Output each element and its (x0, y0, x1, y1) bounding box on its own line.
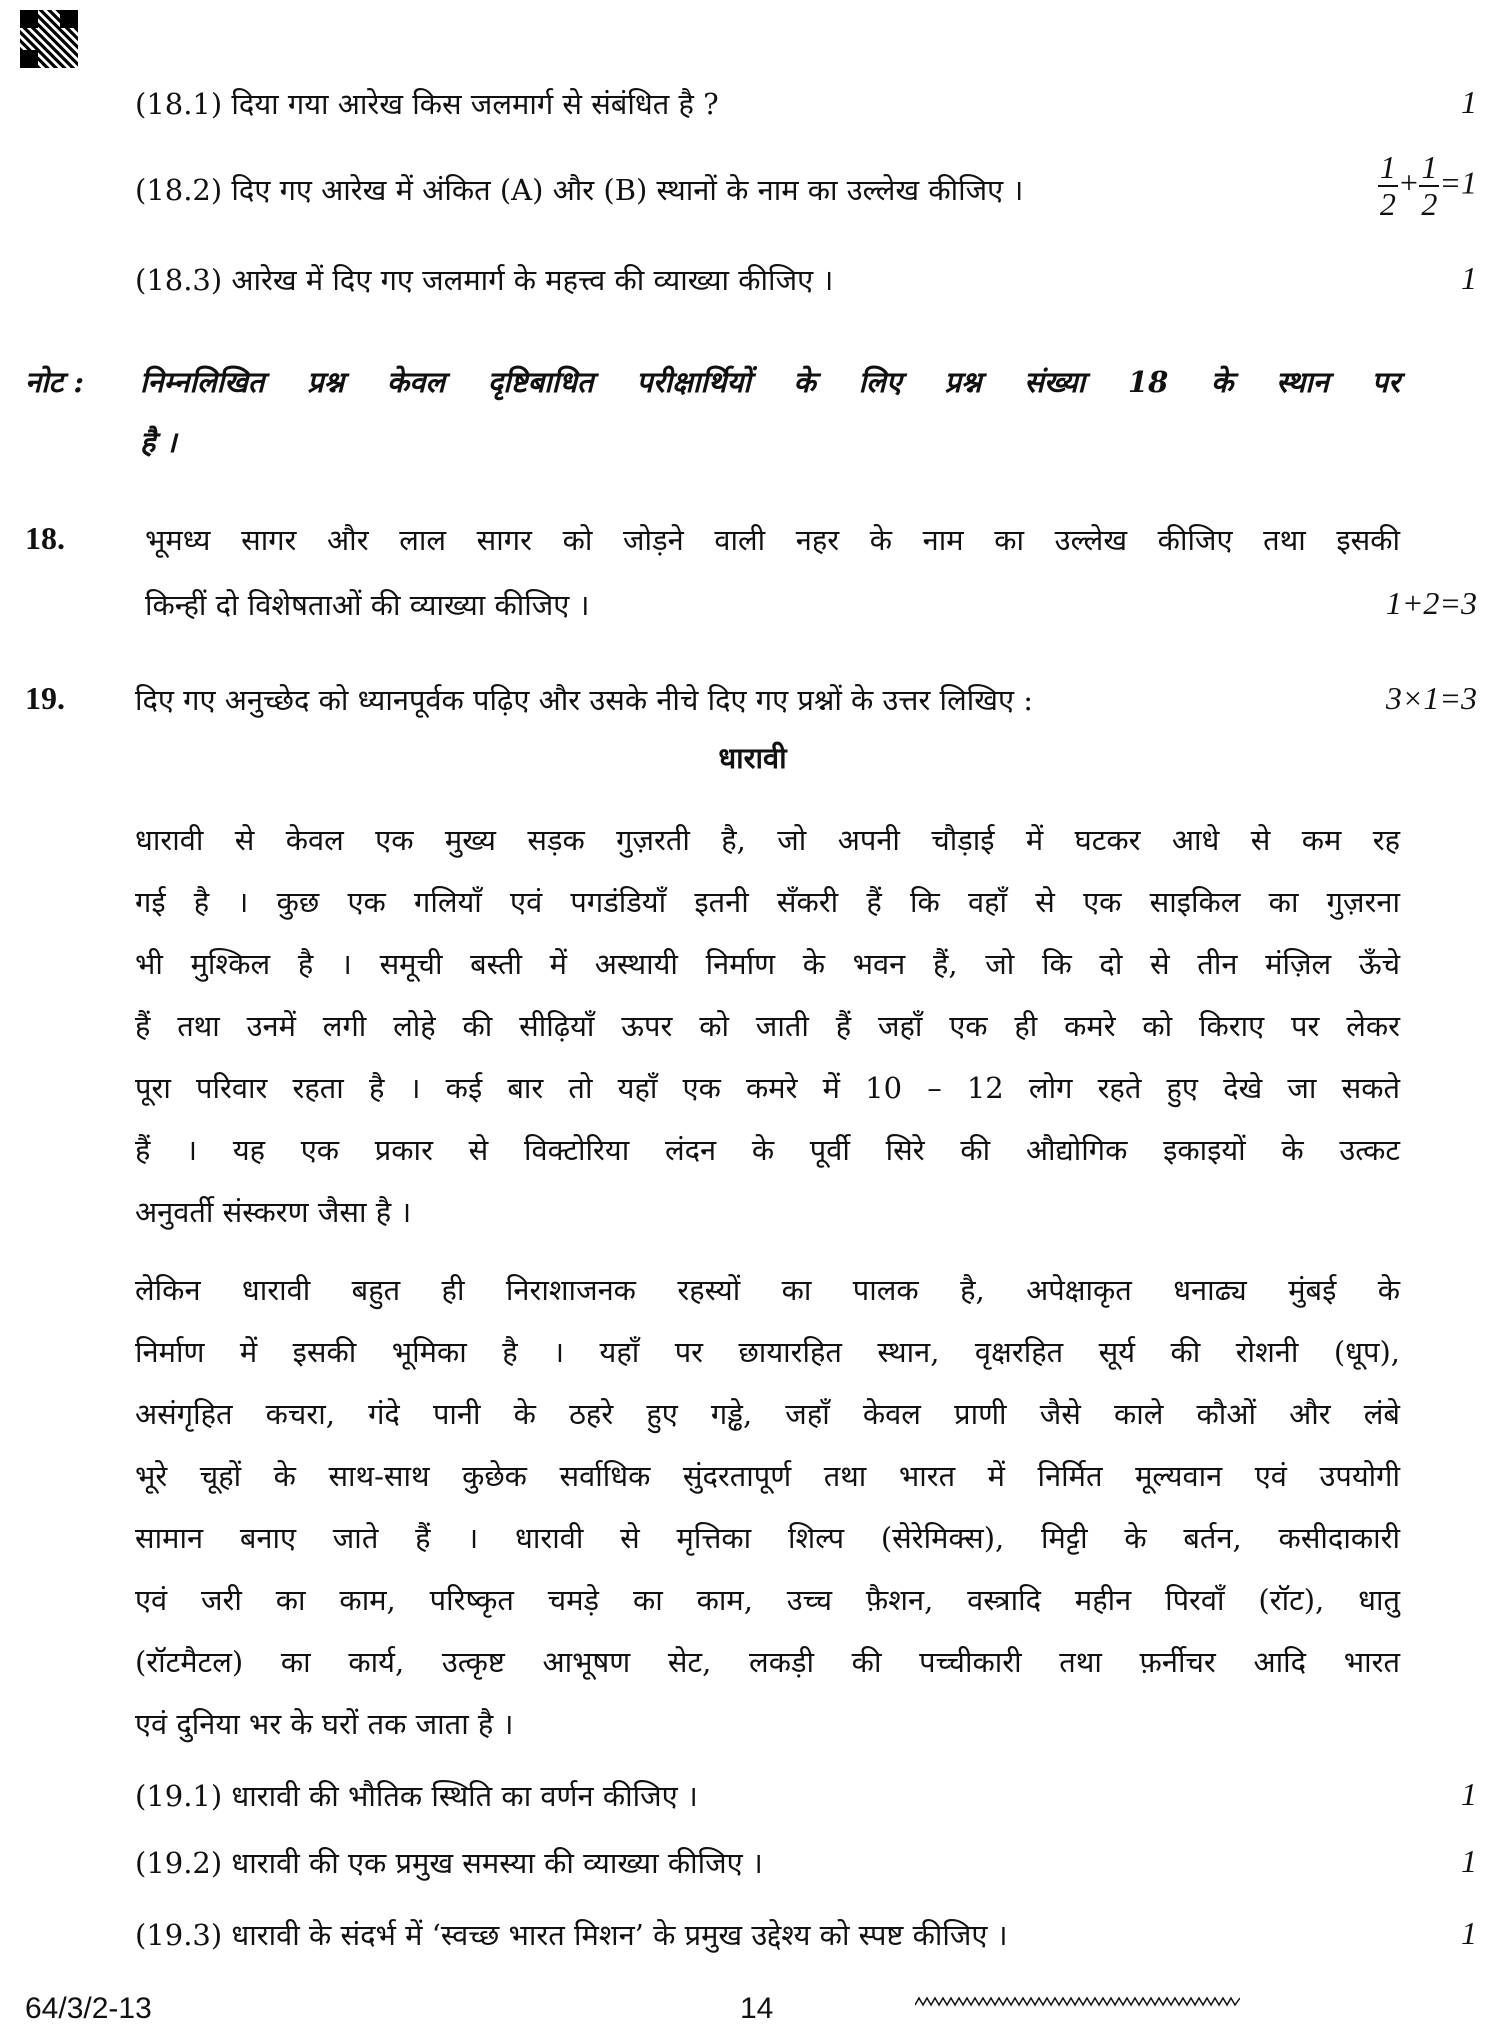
passage-line: धारावी से केवल एक मुख्य सड़क गुज़रती है, जो अपनी चौड़ाई में घटकर आधे से कम रह (135, 823, 1400, 857)
question-19-3: (19.3) धारावी के संदर्भ में ‘स्वच्छ भारत मिशन’ के प्रमुख उद्देश्य को स्पष्ट कीजिए । (135, 1918, 1008, 1952)
passage-line: पूरा परिवार रहता है । कई बार तो यहाँ एक कमरे में 10 – 12 लोग रहते हुए देखे जा सकते (135, 1071, 1400, 1105)
squiggle-line-decoration (915, 1995, 1240, 2009)
note-text: है । (140, 425, 177, 459)
passage-line: भी मुश्किल है । समूची बस्ती में अस्थायी निर्माण के भवन हैं, जो कि दो से तीन मंज़िल ऊँचे (135, 947, 1400, 981)
question-18-3: (18.3) आरेख में दिए गए जलमार्ग के महत्त्व की व्याख्या कीजिए । (135, 263, 834, 297)
marks-19-1: 1 (1461, 1776, 1477, 1812)
question-19-instruction: दिए गए अनुच्छेद को ध्यानपूर्वक पढ़िए और उसके नीचे दिए गए प्रश्नों के उत्तर लिखिए : (135, 683, 1033, 717)
passage-line: सामान बनाए जाते हैं । धारावी से मृत्तिका शिल्प (सेरेमिक्स), मिट्टी के बर्तन, कसीदाकारी (135, 1521, 1400, 1555)
question-19-2: (19.2) धारावी की एक प्रमुख समस्या की व्याख्या कीजिए । (135, 1846, 763, 1880)
passage-line: एवं दुनिया भर के घरों तक जाता है । (135, 1707, 514, 1741)
question-19-1: (19.1) धारावी की भौतिक स्थिति का वर्णन कीजिए । (135, 1779, 698, 1813)
passage-line: गई है । कुछ एक गलियाँ एवं पगडंडियाँ इतनी सँकरी हैं कि वहाँ से एक साइकिल का गुज़रना (135, 885, 1400, 919)
marks-19-3: 1 (1461, 1915, 1477, 1951)
qr-code (20, 10, 78, 68)
question-18-2: (18.2) दिए गए आरेख में अंकित (A) और (B) स्थानों के नाम का उल्लेख कीजिए । (135, 173, 1024, 207)
passage-line: निर्माण में इसकी भूमिका है । यहाँ पर छायारहित स्थान, वृक्षरहित सूर्य की रोशनी (धूप), (135, 1335, 1400, 1369)
note-label: नोट : (25, 365, 85, 399)
passage-line: हैं । यह एक प्रकार से विक्टोरिया लंदन के पूर्वी सिरे की औद्योगिक इकाइयों के उत्कट (135, 1133, 1400, 1167)
passage-line: भूरे चूहों के साथ-साथ कुछेक सर्वाधिक सुंदरतापूर्ण तथा भारत में निर्मित मूल्यवान एवं उपयोगी (135, 1459, 1400, 1493)
marks-19: 3×1=3 (1385, 680, 1477, 716)
note-text: निम्नलिखित प्रश्न केवल दृष्टिबाधित परीक्षार्थियों के लिए प्रश्न संख्या 18 के स्थान पर (140, 365, 1400, 399)
marks-18-2: $\frac{1}{2}$ + $\frac{1}{2}$ =1 (1379, 149, 1477, 223)
question-18-alt-text: किन्हीं दो विशेषताओं की व्याख्या कीजिए । (145, 588, 590, 622)
question-number-19: 19. (25, 680, 65, 716)
question-number-18: 18. (25, 520, 65, 556)
marks-19-2: 1 (1461, 1843, 1477, 1879)
question-18-alt-text: भूमध्य सागर और लाल सागर को जोड़ने वाली नहर के नाम का उल्लेख कीजिए तथा इसकी (145, 523, 1400, 557)
passage-line: एवं जरी का काम, परिष्कृत चमड़े का काम, उच्च फ़ैशन, वस्त्रादि महीन पिरवाँ (रॉट), धातु (135, 1583, 1400, 1617)
passage-line: हैं तथा उनमें लगी लोहे की सीढ़ियाँ ऊपर को जाती हैं जहाँ एक ही कमरे को किराए पर लेकर (135, 1009, 1400, 1043)
passage-line: (रॉटमैटल) का कार्य, उत्कृष्ट आभूषण सेट, लकड़ी की पच्चीकारी तथा फ़र्नीचर आदि भारत (135, 1645, 1400, 1679)
passage-line: अनुवर्ती संस्करण जैसा है । (135, 1195, 412, 1229)
fraction-half: $\frac{1}{2}$ (1421, 149, 1438, 223)
passage-line: लेकिन धारावी बहुत ही निराशाजनक रहस्यों का पालक है, अपेक्षाकृत धनाढ्य मुंबई के (135, 1273, 1400, 1307)
question-18-1: (18.1) दिया गया आरेख किस जलमार्ग से संबंधित है ? (135, 87, 719, 121)
passage-line: असंगृहित कचरा, गंदे पानी के ठहरे हुए गड्ढे, जहाँ केवल प्राणी जैसे काले कौओं और लंबे (135, 1397, 1400, 1431)
marks-18-3: 1 (1461, 260, 1477, 296)
passage-title: धारावी (718, 741, 787, 775)
marks-18-1: 1 (1461, 84, 1477, 120)
marks-18-alt: 1+2=3 (1385, 585, 1477, 621)
page-number: 14 (740, 1992, 774, 2025)
fraction-half: $\frac{1}{2}$ (1379, 149, 1396, 223)
paper-code: 64/3/2-13 (25, 1992, 152, 2025)
